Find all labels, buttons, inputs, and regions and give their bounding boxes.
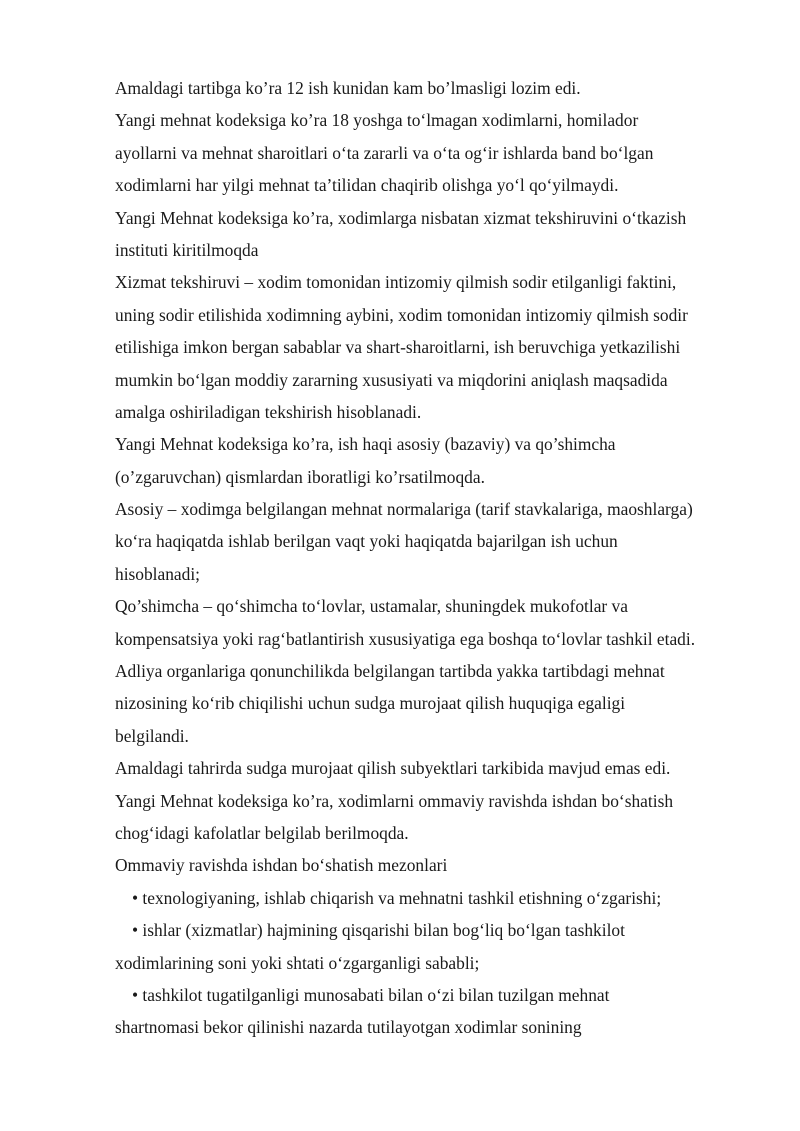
text-line: Yangi Mehnat kodeksiga ko’ra, ish haqi asosiy (bazaviy) va qo’shimcha	[115, 434, 616, 455]
text-line: amalga oshiriladigan tekshirish hisoblanadi.	[115, 401, 422, 422]
text-line: Yangi mehnat kodeksiga ko’ra 18 yoshga to‘lmagan xodimlarni, homilador	[115, 110, 639, 131]
text-line: shartnomasi bekor qilinishi nazarda tutilayotgan xodimlar sonining	[115, 1017, 582, 1038]
text-line: uning sodir etilishida xodimning aybini, xodim tomonidan intizomiy qilmish sodir	[115, 304, 688, 325]
text-line: Yangi Mehnat kodeksiga ko’ra, xodimlarni ommaviy ravishda ishdan bo‘shatish	[115, 790, 674, 811]
text-line: ayollarni va mehnat sharoitlari o‘ta zararli va o‘ta og‘ir ishlarda band bo‘lgan	[115, 142, 654, 163]
text-line: Qo’shimcha – qo‘shimcha to‘lovlar, ustamalar, shuningdek mukofotlar va	[115, 596, 628, 617]
bullet-line: • ishlar (xizmatlar) hajmining qisqarishi bilan bog‘liq bo‘lgan tashkilot	[132, 920, 625, 941]
text-line: instituti kiritilmoqda	[115, 239, 259, 260]
text-line: Asosiy – xodimga belgilangan mehnat normalariga (tarif stavkalariga, maoshlarga)	[115, 499, 693, 520]
text-line: Ommaviy ravishda ishdan bo‘shatish mezonlari	[115, 855, 448, 876]
bullet-line: • tashkilot tugatilganligi munosabati bilan o‘zi bilan tuzilgan mehnat	[132, 984, 610, 1005]
document-page	[115, 72, 750, 1044]
text-line: Amaldagi tahrirda sudga murojaat qilish subyektlari tarkibida mavjud emas edi.	[115, 758, 671, 779]
text-line: Yangi Mehnat kodeksiga ko’ra, xodimlarga nisbatan xizmat tekshiruvini o‘tkazish	[115, 207, 687, 228]
text-line: mumkin bo‘lgan moddiy zararning xususiyati va miqdorini aniqlash maqsadida	[115, 369, 668, 390]
text-line: Adliya organlariga qonunchilikda belgilangan tartibda yakka tartibdagi mehnat	[115, 661, 665, 682]
text-line: Xizmat tekshiruvi – xodim tomonidan intizomiy qilmish sodir etilganligi faktini,	[115, 272, 677, 293]
text-line: chog‘idagi kafolatlar belgilab berilmoqda.	[115, 822, 409, 843]
text-line: xodimlarni har yilgi mehnat ta’tilidan chaqirib olishga yo‘l qo‘yilmaydi.	[115, 175, 619, 196]
text-line: Amaldagi tartibga ko’ra 12 ish kunidan kam bo’lmasligi lozim edi.	[115, 78, 581, 98]
text-line: kompensatsiya yoki rag‘batlantirish xususiyatiga ega boshqa to‘lovlar tashkil etadi.	[115, 628, 696, 649]
text-line: belgilandi.	[115, 725, 189, 746]
bullet-line: • texnologiyaning, ishlab chiqarish va mehnatni tashkil etishning o‘zgarishi;	[132, 887, 662, 908]
text-line: etilishiga imkon bergan sabablar va shart-sharoitlarni, ish beruvchiga yetkazilishi	[115, 337, 681, 358]
text-line: (o’zgaruvchan) qismlardan iboratligi ko’rsatilmoqda.	[115, 466, 485, 487]
text-line: ko‘ra haqiqatda ishlab berilgan vaqt yoki haqiqatda bajarilgan ish uchun	[115, 531, 618, 552]
text-line: nizosining ko‘rib chiqilishi uchun sudga murojaat qilish huquqiga egaligi	[115, 693, 626, 714]
text-line: xodimlarining soni yoki shtati o‘zgarganligi sababli;	[115, 952, 480, 973]
text-line: hisoblanadi;	[115, 563, 201, 584]
